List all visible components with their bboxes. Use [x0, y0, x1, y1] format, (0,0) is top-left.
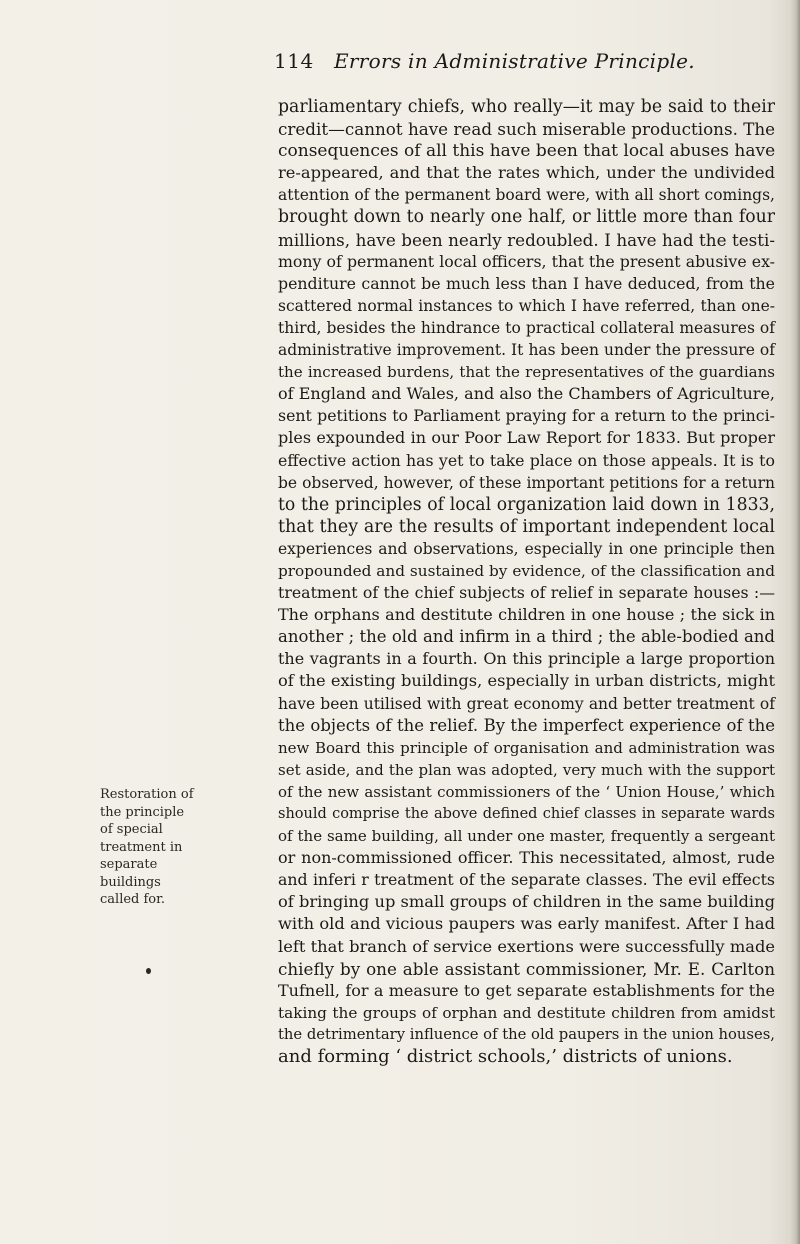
page-number: 114: [274, 49, 314, 73]
text-line: of England and Wales, and also the Chambers of Agriculture,: [278, 384, 775, 404]
text-line: chiefly by one able assistant commissioner, Mr. E. Carlton: [278, 958, 775, 979]
marginal-note-line: called for.: [100, 892, 166, 907]
text-line: effective action has yet to take place on those appeals. It is to: [278, 450, 775, 470]
text-line: the detrimentary influence of the old paupers in the union houses,: [278, 1025, 775, 1043]
text-line: re-appeared, and that the rates which, under the undivided: [278, 163, 775, 183]
text-line: ples expounded in our Poor Law Report for 1833. But proper: [278, 428, 775, 448]
body-paragraph: [278, 96, 775, 1068]
text-line: to the principles of local organization laid down in 1833,: [278, 494, 775, 515]
text-line: mony of permanent local officers, that the present abusive ex-: [278, 251, 775, 271]
text-line: administrative improvement. It has been under the pressure of: [278, 341, 775, 360]
text-line: brought down to nearly one half, or little more than four: [278, 207, 775, 228]
text-line: and forming ‘ district schools,’ districts of unions.: [278, 1046, 733, 1068]
marginal-note-line: separate: [100, 857, 158, 872]
text-line: another ; the old and infirm in a third ; the able-bodied and: [278, 627, 775, 647]
marginal-note-line: of special: [100, 822, 163, 837]
text-line: propounded and sustained by evidence, of the classification and: [278, 561, 775, 580]
text-line: Tufnell, for a measure to get separate establishments for the: [278, 980, 775, 1000]
ink-speck: [146, 968, 151, 974]
text-line: experiences and observations, especially in one principle then: [278, 539, 775, 558]
text-line: or non-commissioned officer. This necessitated, almost, rude: [278, 848, 775, 868]
marginal-note-line: Restoration of: [100, 787, 194, 802]
text-line: the increased burdens, that the representatives of the guardians: [278, 363, 775, 382]
text-line: of the same building, all under one master, frequently a sergeant: [278, 827, 775, 846]
text-line: of the new assistant commissioners of the ‘ Union House,’ which: [278, 782, 775, 801]
running-head: [274, 49, 695, 79]
text-line: the objects of the relief. By the imperfect experience of the: [278, 715, 775, 735]
text-line: sent petitions to Parliament praying for a return to the princi-: [278, 406, 775, 426]
text-line: of the existing buildings, especially in urban districts, might: [278, 671, 775, 691]
text-line: be observed, however, of these important petitions for a return: [278, 473, 775, 492]
text-line: The orphans and destitute children in one house ; the sick in: [278, 605, 775, 625]
text-line: that they are the results of important independent local: [278, 516, 775, 537]
text-line: with old and vicious paupers was early manifest. After I had: [278, 914, 775, 934]
text-line: scattered normal instances to which I have referred, than one-: [278, 296, 775, 315]
text-line: new Board this principle of organisation and administration was: [278, 738, 775, 757]
text-line: third, besides the hindrance to practical collateral measures of: [278, 318, 775, 337]
marginal-note-line: the principle: [100, 804, 185, 820]
text-line: treatment of the chief subjects of relief in separate houses :—: [278, 583, 775, 603]
text-line: left that branch of service exertions were successfully made: [278, 936, 775, 956]
running-title: Errors in Administrative Principle.: [334, 49, 695, 73]
text-line: should comprise the above defined chief classes in separate wards: [278, 806, 775, 822]
text-line: parliamentary chiefs, who really—it may be said to their: [278, 97, 775, 117]
text-line: credit—cannot have read such miserable productions. The: [278, 119, 776, 140]
text-line: penditure cannot be much less than I have deduced, from the: [278, 273, 775, 293]
page-edge-shadow: [790, 0, 800, 1244]
text-line: and inferi r treatment of the separate classes. The evil effects: [278, 870, 775, 890]
text-line: the vagrants in a fourth. On this principle a large proportion: [278, 649, 775, 669]
text-line: attention of the permanent board were, with all short comings,: [278, 186, 775, 205]
marginal-note-line: treatment in: [100, 839, 183, 855]
text-line: set aside, and the plan was adopted, very much with the support: [278, 760, 775, 779]
text-line: taking the groups of orphan and destitute children from amidst: [278, 1003, 775, 1022]
text-line: consequences of all this have been that local abuses have: [278, 141, 776, 162]
text-line: have been utilised with great economy and better treatment of: [278, 694, 775, 713]
marginal-note: [100, 786, 270, 909]
marginal-note-line: buildings: [100, 874, 161, 890]
text-line: millions, have been nearly redoubled. I have had the testi-: [278, 229, 775, 250]
text-line: of bringing up small groups of children in the same building: [278, 892, 775, 912]
